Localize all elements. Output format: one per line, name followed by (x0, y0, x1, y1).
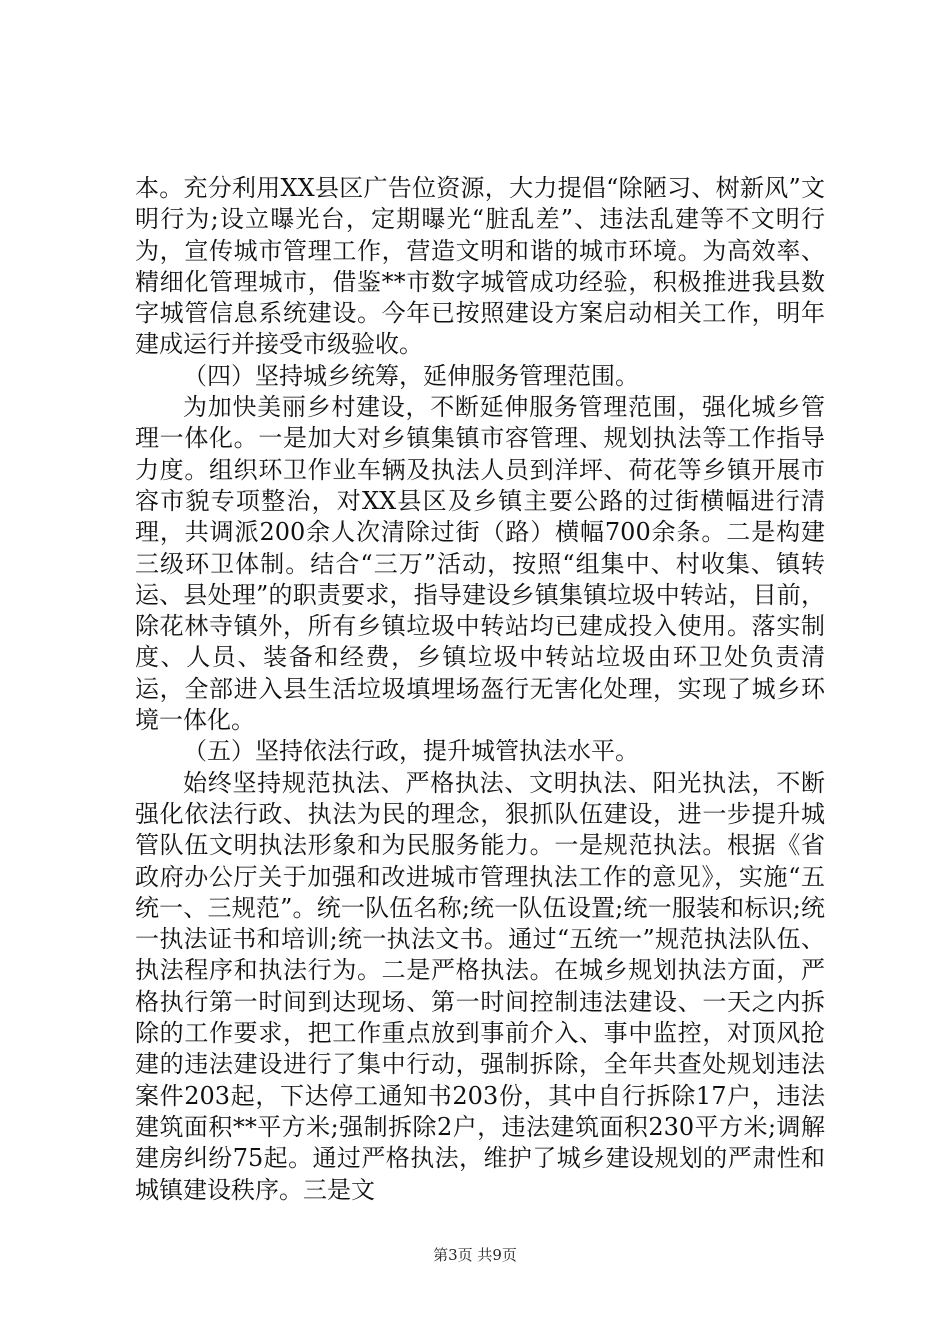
section-heading-5: （五）坚持依法行政，提升城管执法水平。 (183, 737, 639, 766)
paragraph-continuation: 本。充分利用XX县区广告位资源，大力提倡“除陋习、树新风”文明行为;设立曝光台，定期曝光“脏乱差”、违法乱建等不文明行为，宣传城市管理工作，营造文明和谐的城市环境。为高效率、精细化管理城市，借鉴**市数字城管成功经验，积极推进我县数字城管信息系统建设。今年已按照建设方案启动相关工作，明年建成运行并接受市级验收。 (135, 174, 825, 359)
page-footer: 第3页 共9页 (433, 1246, 517, 1264)
paragraph-section-5: 始终坚持规范执法、严格执法、文明执法、阳光执法，不断强化依法行政、执法为民的理念，狠抓队伍建设，进一步提升城管队伍文明执法形象和为民服务能力。一是规范执法。根据《省政府办公厅关于加强和改进城市管理执法工作的意见》，实施“五统一、三规范”。统一队伍名称;统一队伍设置;统一服装和标识;统一执法证书和培训;统一执法文书。通过“五统一”规范执法队伍、执法程序和执法行为。二是严格执法。在城乡规划执法方面，严格执行第一时间到达现场、第一时间控制违法建设、一天之内拆除的工作要求，把工作重点放到事前介入、事中监控，对顶风抢建的违法建设进行了集中行动，强制拆除，全年共查处规划违法案件203起，下达停工通知书203份，其中自行拆除17户，违法建筑面积**平方米;强制拆除2户，违法建筑面积230平方米;调解建房纠纷75起。通过严格执法，维护了城乡建设规划的严肃性和城镇建设秩序。三是文 (135, 768, 825, 1204)
section-heading-4: （四）坚持城乡统筹，延伸服务管理范围。 (183, 361, 639, 390)
paragraph-section-4: 为加快美丽乡村建设，不断延伸服务管理范围，强化城乡管理一体化。一是加大对乡镇集镇市容管理、规划执法等工作指导力度。组织环卫作业车辆及执法人员到洋坪、荷花等乡镇开展市容市貌专项整治，对XX县区及乡镇主要公路的过街横幅进行清理，共调派200余人次清除过街（路）横幅700余条。二是构建三级环卫体制。结合“三万”活动，按照“组集中、村收集、镇转运、县处理”的职责要求，指导建设乡镇集镇垃圾中转站，目前，除花林寺镇外，所有乡镇垃圾中转站均已建成投入使用。落实制度、人员、装备和经费，乡镇垃圾中转站垃圾由环卫处负责清运，全部进入县生活垃圾填埋场盔行无害化处理，实现了城乡环境一体化。 (135, 393, 825, 735)
document-body (135, 173, 825, 1206)
